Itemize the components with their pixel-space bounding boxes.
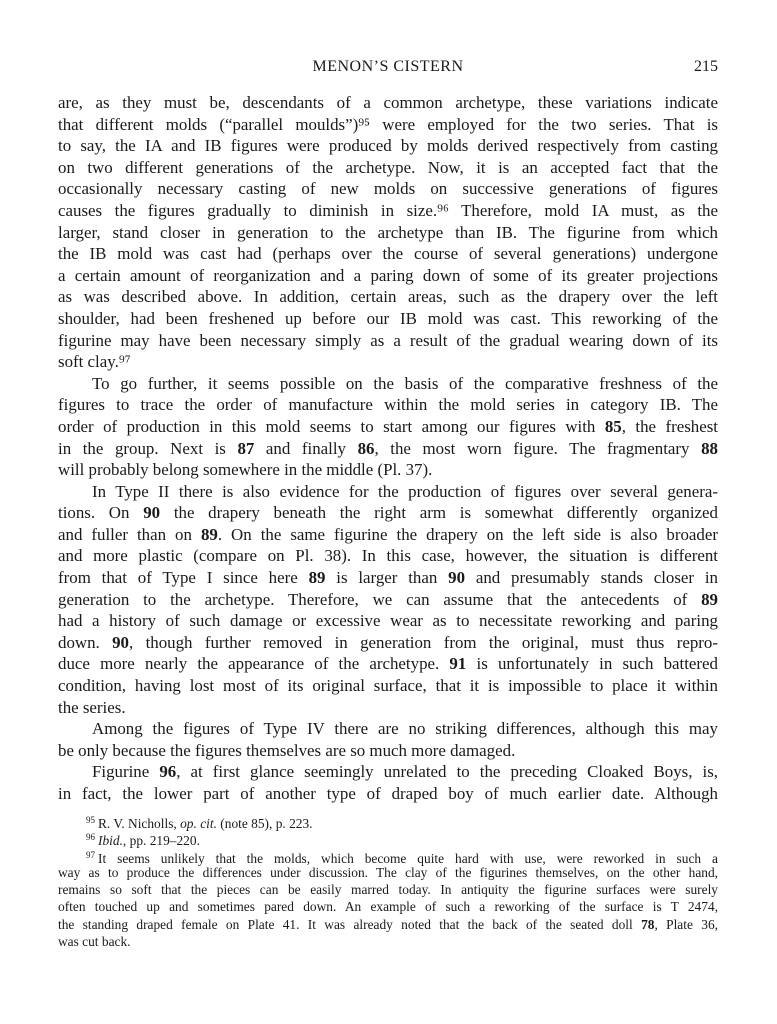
body-line: To go further, it seems possible on the basis of the comparative freshness of the (92, 373, 718, 393)
body-line: in fact, the lower part of another type of draped boy of much earlier date. Although (58, 784, 718, 803)
citation-abbrev: Ibid. (98, 833, 123, 849)
body-line: soft clay.⁹⁷ (58, 352, 131, 372)
body-line: down. 90, though further removed in generation from the original, must thus repro- (58, 632, 718, 652)
footnote-text: way as to produce the differences under discussion. The clay of the figurines themselves, on the other hand, (58, 864, 718, 880)
footnote-line (58, 898, 718, 915)
body-line: the series. (58, 697, 126, 717)
body-line: condition, having lost most of its original surface, that it is impossible to place it within (58, 676, 718, 696)
body-line: that different molds (“parallel moulds”)⁹⁵ were employed for the two series. That is (58, 114, 718, 134)
body-line: In Type II there is also evidence for the production of figures over several genera- (92, 481, 718, 501)
footnote-text: was cut back. (58, 934, 131, 950)
footnote-text: the standing draped female on Plate 41. It was already noted that the back of the seated doll 78, Plate 36, (58, 916, 718, 932)
catalogue-number: 91 (449, 654, 467, 674)
footnote-line (58, 864, 718, 881)
body-line: be only because the figures themselves are so much more damaged. (58, 740, 516, 760)
catalogue-number: 90 (143, 503, 161, 523)
footnote-ref: ⁹⁵ (358, 114, 371, 134)
body-line: duce more nearly the appearance of the archetype. 91 is unfortunately in such battered (58, 654, 718, 674)
body-line: the IB mold was cast had (perhaps over the course of several generations) undergone (58, 244, 718, 264)
footnote-line (58, 812, 718, 829)
citation-abbrev: op. cit. (180, 816, 217, 831)
body-line: figures to trace the order of manufacture within the mold series in category IB. The (58, 395, 718, 415)
footnote-line (58, 829, 718, 849)
body-line: and fuller than on 89. On the same figurine the drapery on the left side is also broader (58, 524, 719, 544)
catalogue-number: 90 (112, 632, 129, 652)
body-line: in the group. Next is 87 and finally 86, the most worn figure. The fragmentary 88 (58, 438, 718, 458)
body-line: and more plastic (compare on Pl. 38). In this case, however, the situation is different (58, 546, 718, 566)
body-line: generation to the archetype. Therefore, we can assume that the antecedents of 89 (58, 589, 718, 609)
body-line: shoulder, had been freshened up before our IB mold was cast. This reworking of the (58, 308, 718, 328)
body-line: a certain amount of reorganization and a paring down of some of its greater projections (58, 265, 718, 285)
footnote-line (58, 916, 718, 933)
footnote-number: 96 (86, 832, 95, 843)
footnote-line (58, 881, 718, 898)
catalogue-number: 87 (237, 438, 255, 458)
catalogue-number: 89 (308, 568, 326, 588)
catalogue-number: 89 (200, 524, 218, 544)
body-line: had a history of such damage or excessive wear as to necessitate reworking and paring (58, 611, 718, 631)
body-line: will probably belong somewhere in the middle (Pl. 37). (58, 460, 433, 480)
body-line: from that of Type I since here 89 is larger than 90 and presumably stands closer in (58, 568, 718, 588)
footnote-text: R. V. Nicholls, op. cit. (note 85), p. 223. (98, 816, 313, 831)
catalogue-number: 89 (701, 589, 718, 609)
footnote-text: It seems unlikely that the molds, which become quite hard with use, were reworked in such a (98, 850, 718, 866)
catalogue-number: 86 (357, 438, 375, 458)
footnote-text: remains so soft that the pieces can be easily marred today. In antiquity the figurine surfaces were surely (58, 882, 718, 898)
running-header (58, 58, 718, 80)
footnote-number: 97 (86, 849, 95, 860)
footnote-ref: ⁹⁶ (437, 200, 449, 220)
body-line: occasionally necessary casting of new molds on successive generations of figures (58, 179, 718, 199)
footnote-text: often touched up and sometimes pared down. An example of such a reworking of the surface is T 2474, (58, 899, 718, 915)
running-title: MENON’S CISTERN (312, 58, 464, 75)
body-line: are, as they must be, descendants of a common archetype, these variations indicate (58, 93, 718, 112)
footnote-number: 95 (86, 815, 95, 825)
catalogue-number: 85 (604, 416, 622, 436)
body-line: order of production in this mold seems to start among our figures with 85, the freshest (58, 416, 718, 436)
body-line: on two different generations of the archetype. Now, it is an accepted fact that the (58, 157, 718, 177)
body-text (58, 92, 718, 805)
body-line: Among the figures of Type IV there are no striking differences, although this may (92, 719, 718, 739)
body-line: causes the figures gradually to diminish in size.⁹⁶ Therefore, mold IA must, as the (58, 200, 718, 220)
body-line: tions. On 90 the drapery beneath the right arm is somewhat differently organized (58, 503, 718, 523)
footnote-line (58, 933, 718, 950)
page-number: 215 (694, 58, 718, 75)
body-line: larger, stand closer in generation to the archetype than IB. The figurine from which (58, 222, 718, 242)
catalogue-number: 96 (159, 762, 177, 782)
catalogue-number: 88 (701, 438, 718, 458)
footnote-text: Ibid., pp. 219–220. (98, 833, 200, 849)
body-line: as was described above. In addition, certain areas, such as the drapery over the left (58, 287, 718, 307)
footnotes (58, 812, 718, 950)
catalogue-number: 78 (641, 916, 655, 932)
footnote-ref: ⁹⁷ (118, 352, 131, 372)
catalogue-number: 90 (448, 568, 466, 588)
body-line: to say, the IA and IB figures were produced by molds derived respectively from casting (58, 136, 718, 156)
body-line: Figurine 96, at first glance seemingly unrelated to the preceding Cloaked Boys, is, (92, 762, 718, 782)
body-line: figurine may have been necessary simply as a result of the gradual wearing down of its (58, 330, 718, 350)
footnote-line (58, 847, 718, 864)
